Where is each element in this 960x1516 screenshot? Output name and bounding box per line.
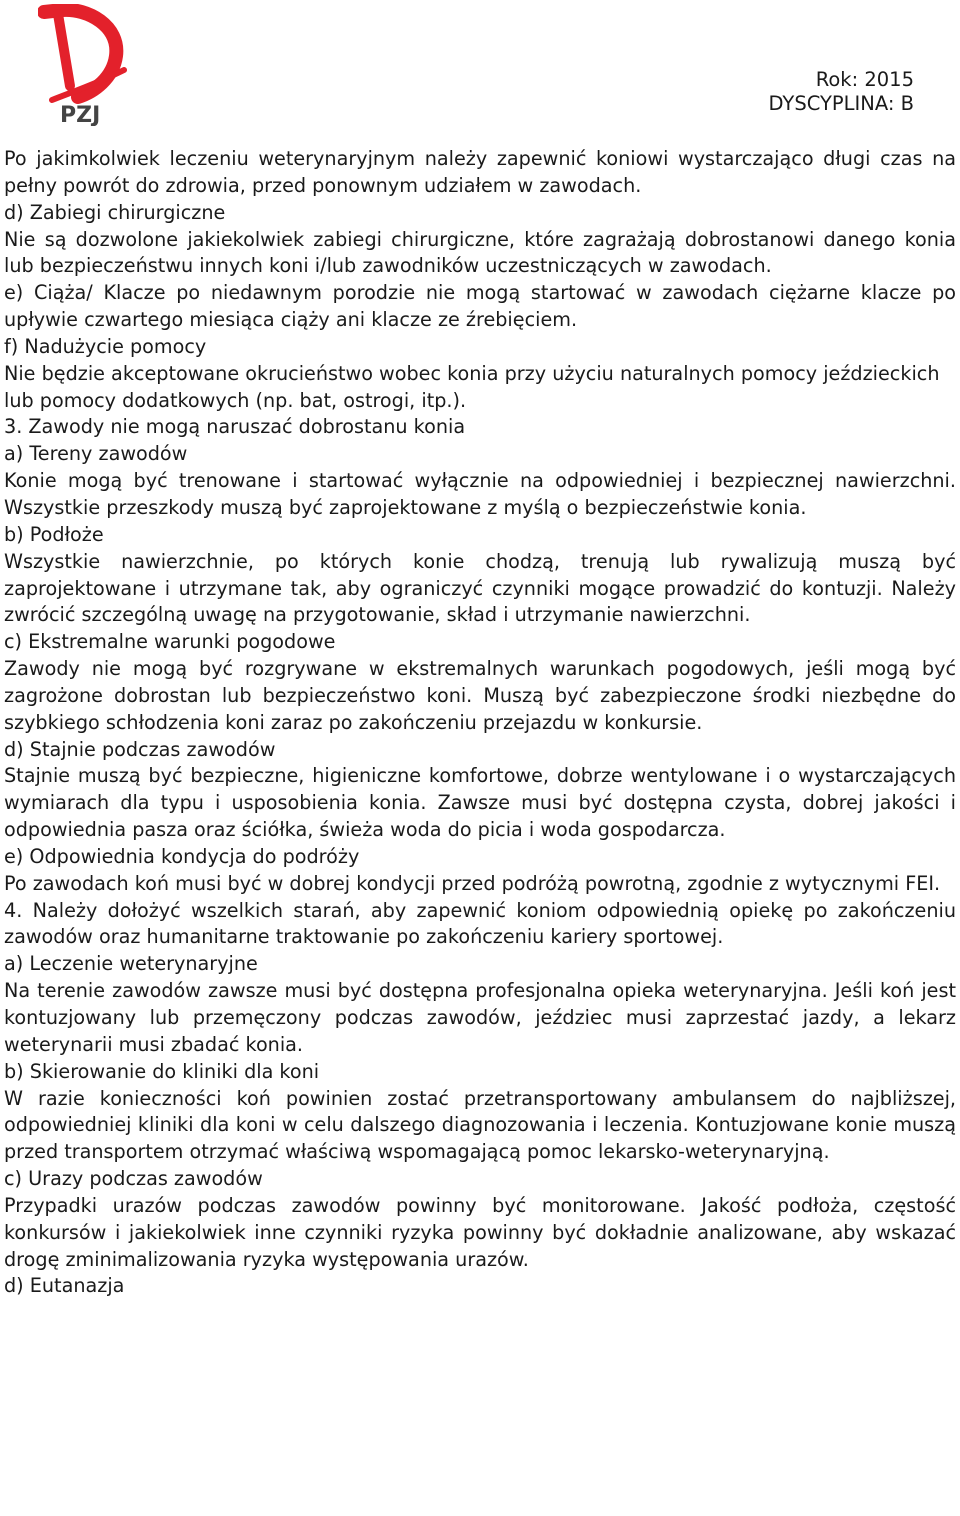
section-heading: a) Tereny zawodów: [4, 442, 188, 466]
section-heading: c) Ekstremalne warunki pogodowe: [4, 630, 336, 654]
section-heading: c) Urazy podczas zawodów: [4, 1167, 263, 1191]
discipline-label: DYSCYPLINA: B: [768, 92, 914, 115]
section-heading: 4. Należy dołożyć wszelkich starań, aby zapewnić koniom odpowiednią opiekę po zakończeniu zawodów oraz humanitarne traktowanie po zakończeniu kariery sportowej.: [4, 898, 956, 949]
paragraph: Zawody nie mogą być rozgrywane w ekstremalnych warunkach pogodowych, jeśli mogą być zagrożone dobrostan lub bezpieczeństwo koni. Muszą być zabezpieczone środki niezbędne do szybkiego schłodzenia koni zaraz po zakończeniu przejazdu w konkursie.: [4, 657, 956, 734]
pzj-logo: [38, 4, 130, 126]
paragraph: Na terenie zawodów zawsze musi być dostępna profesjonalna opieka weterynaryjna. Jeśli koń jest kontuzjowany lub przemęczony podczas zawodów, jeździec musi zaprzestać jazdy, a lekarz weterynarii musi zbadać konia.: [4, 979, 956, 1056]
paragraph: Nie będzie akceptowane okrucieństwo wobec konia przy użyciu naturalnych pomocy jeździeckich lub pomocy dodatkowych (np. bat, ostrogi, itp.).: [4, 361, 940, 412]
paragraph: Po zawodach koń musi być w dobrej kondycji przed podróżą powrotną, zgodnie z wytycznymi FEI.: [4, 871, 941, 895]
document-body: [4, 146, 956, 1300]
paragraph: Konie mogą być trenowane i startować wyłącznie na odpowiedniej i bezpiecznej nawierzchni. Wszystkie przeszkody muszą być zaprojektowane z myślą o bezpieczeństwie konia.: [4, 469, 956, 519]
section-heading: b) Podłoże: [4, 522, 104, 546]
paragraph: e) Ciąża/ Klacze po niedawnym porodzie nie mogą startować w zawodach ciężarne klacze po upływie czwartego miesiąca ciąży ani klacze ze źrebięciem.: [4, 281, 956, 332]
section-heading: 3. Zawody nie mogą naruszać dobrostanu konia: [4, 415, 466, 439]
year-label: Rok: 2015: [815, 68, 914, 91]
paragraph: Stajnie muszą być bezpieczne, higieniczne komfortowe, dobrze wentylowane i o wystarczających wymiarach dla typu i usposobienia konia. Zawsze musi być dostępna czysta, dobrej jakości i odpowiednia pasza oraz ściółka, świeża woda do picia i woda gospodarcza.: [4, 764, 956, 842]
paragraph: Nie są dozwolone jakiekolwiek zabiegi chirurgiczne, które zagrażają dobrostanowi danego konia lub bezpieczeństwu innych koni i/lub zawodników uczestniczących w zawodach.: [4, 227, 956, 278]
logo-text: PZJ: [60, 103, 101, 126]
section-heading: b) Skierowanie do kliniki dla koni: [4, 1059, 320, 1083]
paragraph: W razie konieczności koń powinien zostać przetransportowany ambulansem do najbliższej, odpowiedniej kliniki dla koni w celu dalszego diagnozowania i leczenia. Kontuzjowane konie muszą przed transportem otrzymać właściwą wspomagającą pomoc lekarsko-weterynaryjną.: [4, 1086, 956, 1164]
section-heading: f) Nadużycie pomocy: [4, 334, 207, 358]
section-heading: d) Eutanazja: [4, 1274, 125, 1298]
section-heading: d) Zabiegi chirurgiczne: [4, 200, 226, 224]
paragraph: Wszystkie nawierzchnie, po których konie chodzą, trenują lub rywalizują muszą być zaprojektowane i utrzymane tak, aby ograniczyć czynniki mogące prowadzić do kontuzji. Należy zwrócić szczególną uwagę na przygotowanie, skład i utrzymanie nawierzchni.: [4, 549, 956, 627]
paragraph: Przypadki urazów podczas zawodów powinny być monitorowane. Jakość podłoża, częstość konkursów i jakiekolwiek inne czynniki ryzyka powinny być dokładnie analizowane, aby wskazać drogę zminimalizowania ryzyka występowania urazów.: [4, 1193, 956, 1271]
pzj-logo-mark: [38, 4, 130, 126]
document-header-meta: [768, 68, 914, 116]
paragraph: Po jakimkolwiek leczeniu weterynaryjnym należy zapewnić koniowi wystarczająco długi czas na pełny powrót do zdrowia, przed ponownym udziałem w zawodach.: [4, 147, 956, 197]
section-heading: e) Odpowiednia kondycja do podróży: [4, 844, 360, 868]
section-heading: a) Leczenie weterynaryjne: [4, 952, 258, 976]
section-heading: d) Stajnie podczas zawodów: [4, 737, 276, 761]
